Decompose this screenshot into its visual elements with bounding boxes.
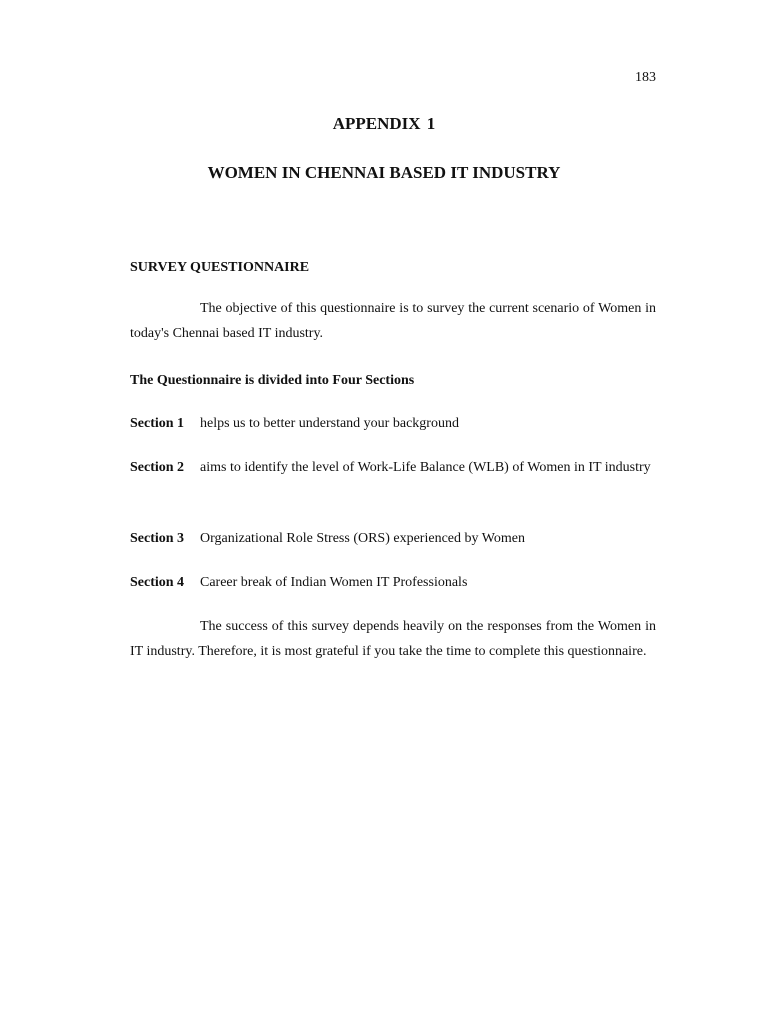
- section-description: aims to identify the level of Work-Life Balance (WLB) of Women in IT industry: [200, 460, 651, 475]
- appendix-title: APPENDIX 1: [332, 114, 436, 133]
- section-1-row: [130, 411, 656, 436]
- sections-intro: The Questionnaire is divided into Four Sections: [130, 373, 415, 388]
- section-description: Organizational Role Stress (ORS) experienced by Women: [200, 531, 525, 546]
- section-label: Section 3: [130, 531, 185, 546]
- section-label: Section 4: [130, 575, 185, 590]
- section-description: helps us to better understand your background: [200, 416, 459, 431]
- section-3-row: [130, 526, 656, 551]
- page-number: 183: [635, 70, 656, 85]
- objective-paragraph: The objective of this questionnaire is to survey the current scenario of Women in today's Chennai based IT industry.: [130, 301, 656, 341]
- section-2-row: [130, 455, 656, 480]
- closing-paragraph: The success of this survey depends heavily on the responses from the Women in IT industry. Therefore, it is most grateful if you take the time to complete this questionnaire.: [130, 619, 656, 659]
- survey-heading: SURVEY QUESTIONNAIRE: [130, 260, 310, 275]
- section-4-row: [130, 570, 656, 595]
- section-label: Section 2: [130, 460, 185, 475]
- document-title: WOMEN IN CHENNAI BASED IT INDUSTRY: [207, 163, 561, 182]
- section-description: Career break of Indian Women IT Professionals: [200, 575, 468, 590]
- section-label: Section 1: [130, 416, 185, 431]
